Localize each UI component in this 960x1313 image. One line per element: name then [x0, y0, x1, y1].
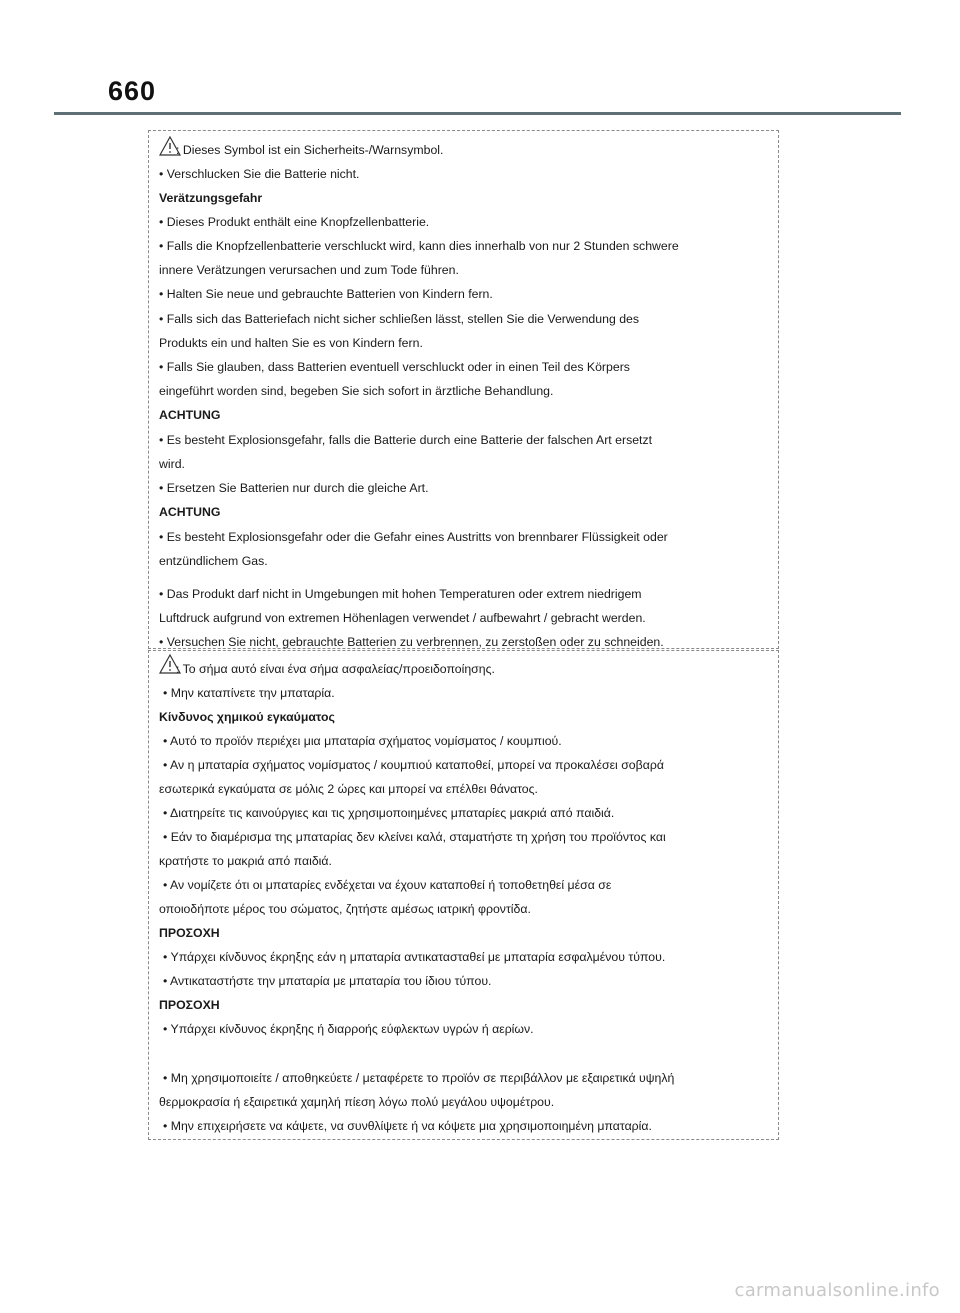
text-line: • Es besteht Explosionsgefahr oder die Gefahr eines Austritts von brennbarer Flüssigkeit oder — [159, 530, 668, 544]
text-line: • Falls sich das Batteriefach nicht sicher schließen lässt, stellen Sie die Verwendung des — [159, 312, 640, 326]
text-line: • Das Produkt darf nicht in Umgebungen mit hohen Temperaturen oder extrem niedrigem — [159, 587, 642, 601]
text-line: κρατήστε το μακριά από παιδιά. — [159, 854, 332, 868]
section-heading: ΠΡΟΣΟΧΗ — [159, 998, 220, 1012]
text-line: • Αντικαταστήστε την μπαταρία με μπαταρία του ίδιου τύπου. — [163, 974, 492, 988]
section-heading: Verätzungsgefahr — [159, 191, 263, 205]
text-line: • Es besteht Explosionsgefahr, falls die Batterie durch eine Batterie der falschen Art ersetzt — [159, 433, 653, 447]
text-line: • Αν η μπαταρία σχήματος νομίσματος / κουμπιού καταποθεί, μπορεί να προκαλέσει σοβαρά — [163, 758, 664, 772]
symbol-note: : Dieses Symbol ist ein Sicherheits-/Warnsymbol. — [176, 143, 444, 157]
text-line: • Διατηρείτε τις καινούργιες και τις χρησιμοποιημένες μπαταρίες μακριά από παιδιά. — [163, 806, 615, 820]
german-warning-panel — [148, 130, 779, 649]
text-line: εσωτερικά εγκαύματα σε μόλις 2 ώρες και μπορεί να επέλθει θάνατος. — [159, 782, 538, 796]
text-line: Luftdruck aufgrund von extremen Höhenlagen verwendet / aufbewahrt / gebracht werden. — [159, 611, 646, 625]
text-line: θερμοκρασία ή εξαιρετικά χαμηλή πίεση λόγω πολύ μεγάλου υψομέτρου. — [159, 1095, 555, 1109]
text-line: • Versuchen Sie nicht, gebrauchte Batterien zu verbrennen, zu zerstoßen oder zu schneiden. — [159, 635, 664, 649]
text-line: • Υπάρχει κίνδυνος έκρηξης ή διαρροής εύφλεκτων υγρών ή αερίων. — [163, 1022, 534, 1036]
text-line: • Μη χρησιμοποιείτε / αποθηκεύετε / μεταφέρετε το προϊόν σε περιβάλλον με εξαιρετικά υψηλή — [163, 1071, 675, 1085]
text-line: • Falls die Knopfzellenbatterie verschluckt wird, kann dies innerhalb von nur 2 Stunden schwere — [159, 239, 679, 253]
section-heading: Κίνδυνος χημικού εγκαύματος — [159, 710, 335, 724]
section-heading: ACHTUNG — [159, 505, 221, 519]
text-line: • Ersetzen Sie Batterien nur durch die gleiche Art. — [159, 481, 429, 495]
text-line: • Αυτό το προϊόν περιέχει μια μπαταρία σχήματος νομίσματος / κουμπιού. — [163, 734, 562, 748]
watermark-text: carmanualsonline.info — [734, 1280, 940, 1301]
text-line: • Αν νομίζετε ότι οι μπαταρίες ενδέχεται να έχουν καταποθεί ή τοποθετηθεί μέσα σε — [163, 878, 612, 892]
text-line: • Μην επιχειρήσετε να κάψετε, να συνθλίψετε ή να κόψετε μια χρησιμοποιημένη μπαταρία. — [163, 1119, 652, 1133]
header-divider — [54, 112, 901, 115]
greek-warning-panel — [148, 650, 779, 1140]
text-line: eingeführt worden sind, begeben Sie sich sofort in ärztliche Behandlung. — [159, 384, 554, 398]
text-line: • Falls Sie glauben, dass Batterien eventuell verschluckt oder in einen Teil des Körpers — [159, 360, 630, 374]
text-line: Produkts ein und halten Sie es von Kindern fern. — [159, 336, 423, 350]
text-line: • Halten Sie neue und gebrauchte Batterien von Kindern fern. — [159, 287, 493, 301]
text-line: • Υπάρχει κίνδυνος έκρηξης εάν η μπαταρία αντικατασταθεί με μπαταρία εσφαλμένου τύπου. — [163, 950, 666, 964]
text-line: • Μην καταπίνετε την μπαταρία. — [163, 686, 335, 700]
page-number: 660 — [108, 76, 157, 106]
section-heading: ΠΡΟΣΟΧΗ — [159, 926, 220, 940]
text-line: • Dieses Produkt enthält eine Knopfzellenbatterie. — [159, 215, 430, 229]
text-line: οποιοδήποτε μέρος του σώματος, ζητήστε αμέσως ιατρική φροντίδα. — [159, 902, 531, 916]
text-line: • Verschlucken Sie die Batterie nicht. — [159, 167, 360, 181]
text-line: innere Verätzungen verursachen und zum Tode führen. — [159, 263, 459, 277]
text-line: • Εάν το διαμέρισμα της μπαταρίας δεν κλείνει καλά, σταματήστε τη χρήση του προϊόντος και — [163, 830, 666, 844]
symbol-note: : Το σήμα αυτό είναι ένα σήμα ασφαλείας/προειδοποίησης. — [176, 662, 495, 676]
text-line: entzündlichem Gas. — [159, 554, 268, 568]
text-line: wird. — [159, 457, 185, 471]
section-heading: ACHTUNG — [159, 408, 221, 422]
